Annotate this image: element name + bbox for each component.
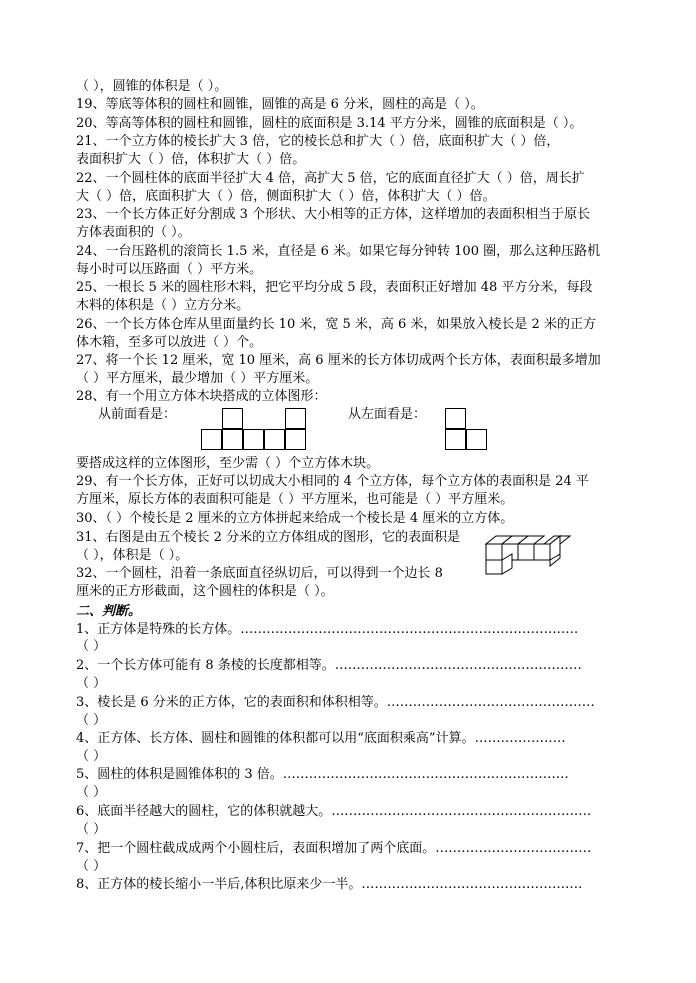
judge-5: 5、圆柱的体积是圆锥体积的 3 倍。…………………………………………………………	[76, 767, 569, 782]
q19-line: 19、等底等体积的圆柱和圆锥，圆锥的高是 6 分米，圆柱的高是（ ）。	[76, 97, 484, 112]
q26-line-2: 体木箱，至多可以放进（ ）个。	[76, 335, 263, 350]
front-view-square	[285, 429, 306, 450]
section-title: 二、判断。	[76, 604, 142, 619]
q29-line-2: 方厘米，原长方体的表面积可能是（ ）平方厘米，也可能是（ ）平方厘米。	[76, 492, 514, 507]
q20-line: 20、等高等体积的圆柱和圆锥，圆柱的底面积是 3.14 平方分米，圆锥的底面积是（ ）。	[76, 116, 583, 131]
judge-2-answer: （ ）	[76, 676, 107, 691]
q21-line-2: 表面积扩大（ ）倍，体积扩大（ ）倍。	[76, 152, 306, 167]
q32-line-2: 厘米的正方形截面，这个圆柱的体积是（ ）。	[76, 584, 334, 599]
cube-front-face	[486, 560, 502, 574]
q26-line-1: 26、一个长方体仓库从里面量约长 10 米，宽 5 米，高 6 米，如果放入棱长是 2 米的正方	[76, 317, 596, 332]
judge-6: 6、底面半径越大的圆柱，它的体积就越大。……………………………………………………	[76, 804, 592, 819]
q27-line-1: 27、将一个长 12 厘米，宽 10 厘米，高 6 厘米的长方体切成两个长方体，表面积最多增加	[76, 353, 601, 368]
q22-line-2: 大（ ）倍，底面积扩大（ ）倍，侧面积扩大（ ）倍，体积扩大（ ）倍。	[76, 189, 496, 204]
judge-3-answer: （ ）	[76, 713, 107, 728]
q27-line-2: （ ）平方厘米，最少增加（ ）平方厘米。	[76, 371, 319, 386]
front-view-square	[222, 408, 243, 429]
front-view-label: 从前面看是：	[98, 407, 177, 422]
judge-4: 4、正方体、长方体、圆柱和圆锥的体积都可以用“底面积乘高”计算。…………………	[76, 731, 566, 746]
q25-line-1: 25、一根长 5 米的圆柱形木料，把它平均分成 5 段，表面积正好增加 48 平方分米，每段	[76, 280, 593, 295]
judge-5-answer: （ ）	[76, 785, 107, 800]
q30-line: 30、（ ）个棱长是 2 厘米的立方体拼起来给成一个棱长是 4 厘米的立方体。	[76, 511, 514, 526]
q18-line-cont: （ ），圆锥的体积是（ ）。	[76, 79, 228, 94]
judge-1: 1、正方体是特殊的长方体。……………………………………………………………………	[76, 622, 579, 637]
q24-line-1: 24、一台压路机的滚筒长 1.5 米，直径是 6 米。如果它每分钟转 100 圈，那么这种压路机	[76, 244, 601, 259]
five-cube-figure	[478, 530, 580, 576]
judge-7: 7、把一个圆柱截成成两个小圆柱后，表面积增加了两个底面。………………………………	[76, 841, 592, 856]
judge-8: 8、正方体的棱长缩小一半后,体积比原来少一半。……………………………………………	[76, 877, 583, 892]
q29-line-1: 29、有一个长方体，正好可以切成大小相同的 4 个立方体，每个立方体的表面积是 24 平	[76, 474, 589, 489]
cube-front-face	[486, 544, 502, 560]
judge-7-answer: （ ）	[76, 859, 107, 874]
q23-line-2: 方体表面积的（ ）。	[76, 225, 191, 240]
front-view-figure	[201, 408, 307, 451]
q32-line-1: 32、一个圆柱，沿着一条底面直径纵切后，可以得到一个边长 8	[76, 566, 443, 581]
q28-line: 28、有一个用立方体木块搭成的立体图形：	[76, 389, 327, 404]
q21-line-1: 21、一个立方体的棱长扩大 3 倍，它的棱长总和扩大（ ）倍，底面积扩大（ ）倍，	[76, 134, 560, 149]
left-view-figure	[445, 408, 488, 451]
judge-3: 3、棱长是 6 分米的正方体，它的表面积和体积相等。…………………………………………	[76, 695, 595, 710]
judge-6-answer: （ ）	[76, 822, 107, 837]
q22-line-1: 22、一个圆柱体的底面半径扩大 4 倍，高扩大 5 倍，它的底面直径扩大（ ）倍，周长扩	[76, 171, 585, 186]
front-view-square	[243, 429, 264, 450]
q28-answer-line: 要搭成这样的立体图形，至少需（ ）个立方体木块。	[76, 456, 380, 471]
judge-4-answer: （ ）	[76, 749, 107, 764]
front-view-square	[222, 429, 243, 450]
left-view-square	[445, 429, 466, 450]
front-view-square	[285, 408, 306, 429]
front-view-square	[264, 429, 285, 450]
left-view-square	[466, 429, 487, 450]
q31-line-2: （ ），体积是（ ）。	[76, 548, 189, 563]
left-view-label: 从左面看是：	[348, 407, 427, 422]
judge-1-answer: （ ）	[76, 639, 107, 654]
cube-front-face	[534, 544, 550, 560]
judge-2: 2、一个长方体可能有 8 条棱的长度都相等。…………………………………………………	[76, 658, 582, 673]
cube-front-face	[518, 544, 534, 560]
q24-line-2: 每小时可以压路面（ ）平方米。	[76, 262, 263, 277]
q25-line-2: 木料的体积是（ ）立方分米。	[76, 298, 250, 313]
q23-line-1: 23、一个长方体正好分割成 3 个形状、大小相等的正方体，这样增加的表面积相当于原长	[76, 207, 591, 222]
front-view-square	[201, 429, 222, 450]
left-view-square	[445, 408, 466, 429]
q31-line-1: 31、右图是由五个棱长 2 分米的立方体组成的图形，它的表面积是	[76, 530, 461, 545]
